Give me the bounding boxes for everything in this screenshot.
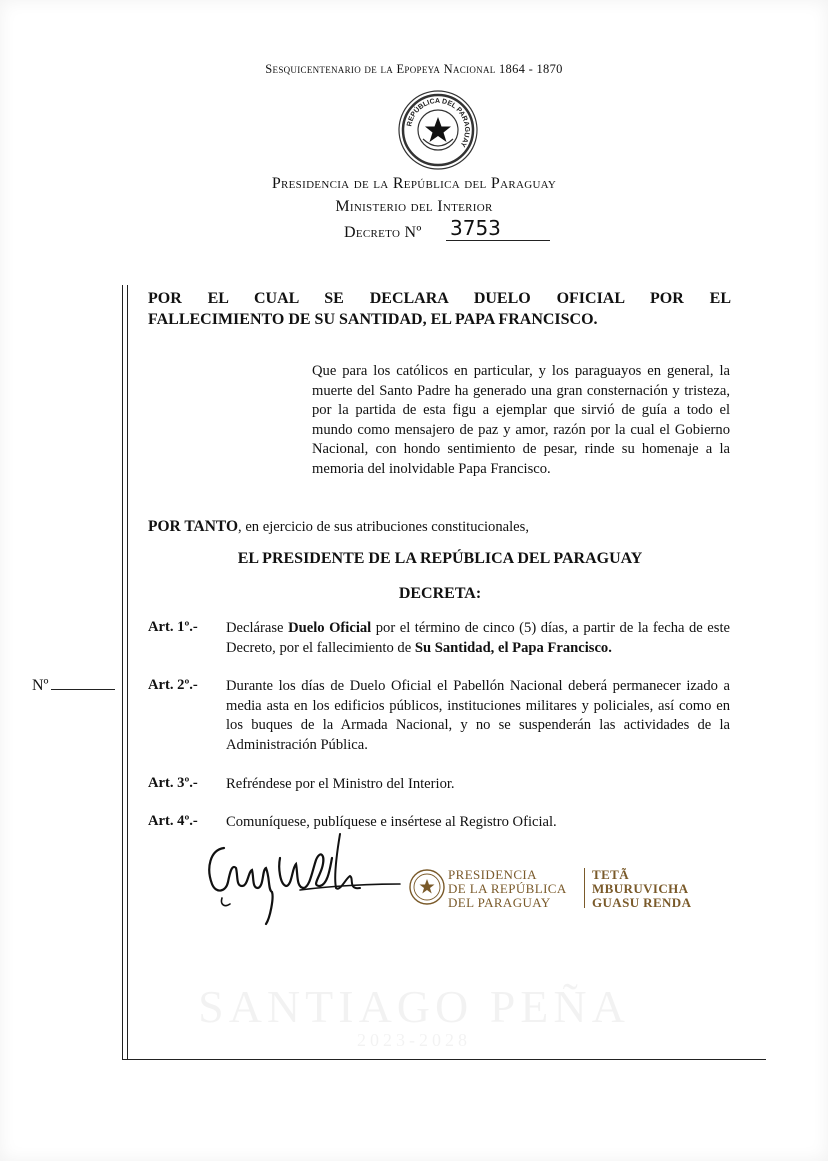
por-tanto-bold: POR TANTO [148,518,239,535]
signature-drawing [200,828,410,928]
presidencia-heading: Presidencia de la República del Paraguay [271,175,557,192]
presidency-emblem-icon [408,868,446,906]
decreto-number: 3753 [446,216,550,241]
article-3-body: Refréndese por el Ministro del Interior. [226,776,455,792]
decreto-label: Decreto Nº [344,224,422,241]
article-4-label: Art. 4º.- [148,813,198,829]
article-1-body [226,619,730,658]
decreta-heading: DECRETA: [398,585,482,602]
sesquicentenario-header: Sesquicentenario de la Epopeya Nacional 1864 - 1870 [265,62,563,76]
considerando-paragraph: Que para los católicos en particular, y los paraguayos en general, la muerte del Santo Padre ha generado una gran consternación y tristeza, por la partida de esta figu a ejemplar que sirvió de guía a todo el mundo como mensajero de paz y amor, razón por la cual el Gobierno Nacional, con hondo sentimiento de pesar, rinde su homenaje a la memoria del inolvidable Papa Francisco. [312,363,730,477]
article-1-label: Art. 1º.- [148,619,198,635]
article-2-label: Art. 2º.- [148,677,198,693]
ministerio-heading: Ministerio del Interior [335,198,493,215]
logo-right-line-1: TETÃ [592,867,630,882]
logo-divider [584,868,585,908]
article-1-bold-papa: Su Santidad, el Papa Francisco. [414,639,612,656]
article-1-mid: por el término de cinco (5) días, a partir de la fecha de este Decreto, por el fallecimiento de [226,620,730,656]
article-2-body: Durante los días de Duelo Oficial el Pabellón Nacional deberá permanecer izado a media asta en los edificios públicos, instituciones militares y policiales, así como en los buques de la Armada Nacional, y no se suspenderán las actividades de la Administración Pública. [226,678,730,753]
presidente-heading: EL PRESIDENTE DE LA REPÚBLICA DEL PARAGUAY [237,550,643,567]
watermark-years: 2023-2028 [357,1030,471,1050]
article-1-pre: Declárase [226,620,289,636]
side-number-field [32,677,115,695]
logo-right-text [592,868,691,910]
watermark-name: SANTIAGO PEÑA [198,981,630,1032]
por-tanto-rest: , en ejercicio de sus atribuciones constitucionales, [238,519,529,535]
logo-right-line-3: GUASU RENDA [592,895,692,910]
article-4-body: Comuníquese, publíquese e insértese al Registro Oficial. [226,814,557,830]
decree-title [148,288,731,330]
article-1-bold-duelo: Duelo Oficial [288,620,372,636]
left-border-outer [122,285,123,1060]
por-tanto-paragraph [148,518,529,536]
logo-left-line-1: PRESIDENCIA [448,867,537,882]
title-line-2: FALLECIMIENTO DE SU SANTIDAD, EL PAPA FRANCISCO. [148,311,598,328]
presidencia-logo [408,866,718,912]
national-seal-icon [397,89,479,171]
logo-left-text [448,868,567,910]
logo-left-line-3: DEL PARAGUAY [448,895,551,910]
logo-right-line-2: MBURUVICHA [592,881,689,896]
article-3-label: Art. 3º.- [148,775,198,791]
logo-left-line-2: DE LA REPÚBLICA [448,881,567,896]
title-line-1: POR EL CUAL SE DECLARA DUELO OFICIAL POR EL [148,290,731,307]
bottom-border [122,1059,766,1060]
left-border-inner [127,285,128,1060]
side-number-label: Nº [32,677,49,694]
seal-text: REPÚBLICA DEL PARAGUAY [406,97,471,148]
